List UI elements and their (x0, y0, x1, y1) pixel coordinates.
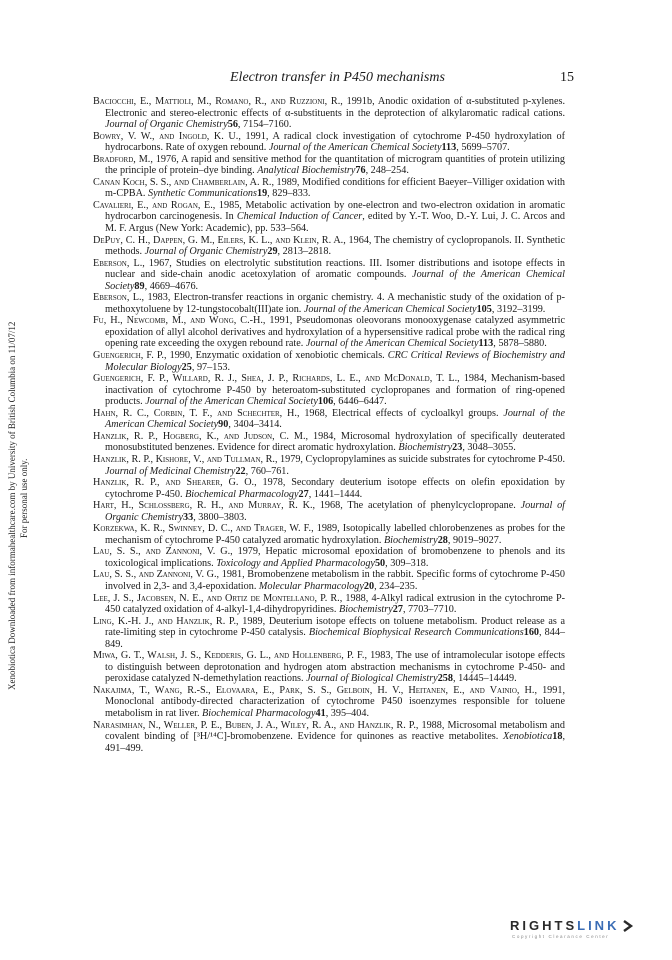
reference-authors: Guengerich, F. P. (93, 350, 164, 362)
reference-volume: 28 (437, 534, 448, 546)
reference-source: Journal of the American Chemical Society (268, 142, 442, 154)
reference-text: , 1983, Electron-transfer reactions in organic chemistry. 4. A mechanistic study of the oxidation of p-methoxytoluene by 12-tungstocobalt(III)ate ion. (105, 292, 565, 315)
reference-text: , 1989, Modified conditions for efficient Baeyer–Villiger oxidation with m-CPBA. (105, 176, 565, 200)
reference-source: Chemical Induction of Cancer (236, 211, 363, 223)
logo-subtext: Copyright Clearance Center (512, 934, 610, 939)
reference-text: , 1967, Studies on electrolytic substitution reactions. III. Isomer distributions and isotope effects in nuclear and side-chain anodic acetoxylation of aromatic compounds. (105, 257, 565, 281)
reference-entry (93, 177, 565, 200)
reference-entry (93, 200, 565, 235)
reference-authors: Hanzlik, R. P., Kishore, V., and Tullman, R. (93, 453, 275, 465)
reference-pages: , 5699–5707. (456, 142, 510, 154)
reference-text: , 1988, Microsomal metabolism and covalent binding of [³H/¹⁴C]-bromobenzene. Evidence for quinones as reactive metabolites. (105, 719, 565, 743)
reference-authors: Ling, K.-H. J., and Hanzlik, R. P. (93, 615, 237, 627)
reference-volume: 27 (298, 488, 309, 500)
reference-text: , 1988, 4-Alkyl radical extrusion in the cytochrome P-450 catalyzed oxidation of 4-alkyl-1,4-dihydropyridines. (105, 592, 566, 616)
reference-volume: 160 (523, 627, 539, 639)
reference-volume: 113 (478, 338, 494, 350)
reference-source: Toxicology and Applied Pharmacology (216, 557, 375, 569)
download-notice-line2: For personal use only. (19, 458, 29, 538)
reference-entry (93, 616, 565, 651)
reference-pages: , 3192–3199. (491, 303, 546, 315)
reference-entry (93, 593, 565, 616)
reference-source: Journal of Biological Chemistry (306, 673, 438, 685)
reference-volume: 105 (476, 303, 492, 315)
running-title: Electron transfer in P450 mechanisms (230, 70, 445, 85)
reference-pages: , 844–849. (105, 627, 566, 650)
reference-volume: 113 (441, 142, 457, 154)
reference-text: , 1983, The use of intramolecular isotope effects to distinguish between deprotonation and hydrogen atom abstraction mechanisms in cytochrome P-450- and peroxidase catalyzed N-demethylation reactions. (105, 650, 566, 685)
reference-entry (93, 477, 565, 500)
reference-text: , 1964, The chemistry of cyclopropanols. II. Synthetic methods. (105, 234, 565, 258)
page-number: 15 (560, 70, 574, 85)
reference-authors: Miwa, G. T., Walsh, J. S., Kedderis, G. L., and Hollenberg, P. F. (93, 650, 365, 662)
reference-source: Journal of the American Chemical Society (303, 303, 477, 315)
reference-pages: , 1441–1444. (308, 488, 363, 500)
reference-entry (93, 154, 565, 177)
reference-authors: Hanzlik, R. P., Hogberg, K., and Judson, C. M. (93, 430, 306, 442)
reference-volume: 90 (218, 419, 229, 431)
reference-pages: , 760–761. (245, 465, 289, 477)
reference-source: Analytical Biochemistry (257, 165, 356, 177)
reference-source: Synthetic Communications (148, 188, 257, 200)
reference-pages: , 395–404. (325, 707, 369, 719)
reference-authors: Lau, S. S., and Zannoni, V. G. (93, 569, 217, 581)
reference-pages: , 491–499. (105, 731, 565, 754)
reference-entry (93, 569, 565, 592)
reference-text: , 1981, Bromobenzene metabolism in the rabbit. Specific forms of cytochrome P-450 involved in 2,3- and 3,4-epoxidation. (105, 569, 565, 592)
reference-pages: , 3404–3414. (228, 419, 282, 431)
reference-pages: , edited by Y.-T. Woo, D.-Y. Lui, J. C. Arcos and M. F. Argus (New York: Academic), pp. 533–564. (105, 211, 565, 235)
reference-authors: Lau, S. S., and Zannoni, V. G. (93, 546, 231, 558)
reference-entry (93, 292, 565, 315)
reference-entry (93, 350, 565, 373)
reference-source: Xenobiotica (503, 731, 553, 743)
reference-source: Journal of Organic Chemistry (105, 119, 228, 131)
reference-text: , 1984, Microsomal hydroxylation of specifically deuterated monosubstituted benzenes. Evidence for direct aromatic hydroxylation. (105, 430, 566, 454)
logo-text-link: LINK (577, 918, 620, 933)
reference-volume: 23 (452, 442, 463, 454)
reference-list (93, 96, 565, 754)
reference-authors: Nakajima, T., Wang, R.-S., Elovaara, E., Park, S. S., Gelboin, H. V., Heitanen, E., and Vainio, H. (93, 684, 535, 696)
reference-entry (93, 454, 565, 477)
reference-volume: 258 (437, 673, 453, 685)
reference-volume: 50 (374, 557, 386, 569)
reference-entry (93, 500, 565, 523)
reference-volume: 25 (181, 361, 192, 373)
reference-entry (93, 720, 565, 755)
reference-text: , 1990, Enzymatic oxidation of xenobiotic chemicals. (163, 350, 388, 362)
reference-source: CRC Critical Reviews of Biochemistry and Molecular Biology (105, 350, 565, 373)
reference-entry (93, 546, 565, 569)
reference-pages: , 3048–3055. (462, 442, 516, 454)
reference-source: Biochemical Pharmacology (185, 488, 299, 500)
reference-pages: , 9019–9027. (447, 534, 502, 546)
reference-authors: DePuy, C. H., Dappen, G. M., Eilers, K. L., and Klein, R. A. (93, 234, 344, 246)
reference-source: Biochemistry (383, 534, 438, 546)
reference-volume: 89 (134, 280, 145, 292)
reference-entry (93, 96, 565, 131)
reference-source: Journal of Organic Chemistry (105, 500, 565, 523)
reference-entry (93, 650, 565, 685)
reference-authors: Bowry, V. W., and Ingold, K. U. (93, 130, 239, 142)
reference-source: Journal of the American Chemical Society (305, 338, 479, 350)
reference-pages: , 97–153. (191, 361, 231, 373)
reference-volume: 19 (256, 188, 268, 200)
reference-volume: 106 (317, 396, 334, 408)
reference-authors: Hanzlik, R. P., and Shearer, G. O. (93, 477, 255, 489)
reference-pages: , 6446–6447. (333, 396, 387, 408)
reference-volume: 33 (183, 511, 194, 523)
reference-authors: Canan Koch, S. S., and Chamberlain, A. R. (93, 176, 272, 188)
reference-entry (93, 131, 565, 154)
reference-text: , 1991, A radical clock investigation of cytochrome P-450 hydroxylation of hydrocarbons. Rate of oxygen rebound. (105, 130, 565, 154)
reference-text: , 1968, The acetylation of phenylcyclopropane. (312, 500, 521, 512)
reference-text: , 1968, Electrical effects of cycloalkyl groups. (296, 407, 504, 419)
reference-source: Biochemical Pharmacology (202, 707, 316, 719)
reference-volume: 27 (392, 604, 403, 616)
reference-text: , 1991, Pseudomonas oleovorans monooxygenase catalyzed asymmetric epoxidation of allyl alcohol derivatives and hydroxylation of a hypersensitive radical probe with the radical ring opening rate exceeding the oxygen rebound rate. (105, 315, 565, 350)
reference-source: Biochemistry (398, 442, 453, 454)
reference-entry (93, 258, 565, 293)
reference-text: , 1976, A rapid and sensitive method for the quantitation of microgram quantities of protein utilizing the principle of protein–dye binding. (105, 153, 565, 177)
reference-pages: , 7154–7160. (237, 119, 292, 131)
reference-text: , 1989, Isotopically labelled chlorobenzenes as probes for the mechanism of cytochrome P-450 catalyzed aromatic hydroxylation. (105, 523, 566, 546)
reference-pages: , 234–235. (374, 580, 418, 592)
reference-authors: Fu, H., Newcomb, M., and Wong, C.-H. (93, 315, 263, 327)
reference-text: , 1984, Mechanism-based inactivation of cytochrome P-450 by heteroatom-substituted cyclopropanes and formation of ring-opened products. (105, 373, 566, 408)
reference-pages: , 309–318. (385, 557, 429, 569)
reference-pages: , 2813–2818. (277, 246, 332, 258)
reference-source: Biochemical Biophysical Research Communications (308, 627, 524, 639)
reference-entry (93, 235, 565, 258)
reference-pages: , 829–833. (267, 188, 311, 200)
reference-authors: Narasimhan, N., Weller, P. E., Buben, J. A., Wiley, R. A., and Hanzlik, R. P. (93, 719, 416, 731)
reference-authors: Baciocchi, E., Mattioli, M., Romano, R., and Ruzzioni, R. (93, 96, 341, 107)
reference-authors: Eberson, L. (93, 257, 143, 269)
reference-text: , 1991, Monoclonal antibody-directed characterization of cytochrome P450 isoenzymes responsible for toluene metabolism in rat liver. (105, 684, 566, 719)
reference-text: , 1978, Secondary deuterium isotope effects on olefin epoxidation by cytochrome P-450. (105, 477, 565, 500)
reference-entry (93, 431, 565, 454)
reference-volume: 56 (227, 119, 238, 131)
reference-pages: , 248–254. (365, 165, 409, 177)
logo-text (510, 918, 619, 933)
reference-pages: , 5878–5880. (493, 338, 547, 350)
reference-source: Journal of the American Chemical Society (105, 269, 565, 292)
reference-pages: , 14445–14449. (452, 673, 517, 685)
reference-source: Molecular Pharmacology (258, 580, 364, 592)
reference-authors: Eberson, L. (93, 292, 142, 304)
reference-volume: 20 (363, 580, 375, 592)
reference-volume: 41 (315, 707, 326, 719)
reference-source: Biochemistry (338, 604, 393, 616)
reference-pages: , 3800–3803. (193, 511, 247, 523)
reference-entry (93, 373, 565, 408)
reference-pages: , 7703–7710. (402, 604, 457, 616)
reference-text: , 1989, Deuterium isotope effects on toluene metabolism. Product release as a rate-limiting step in cytochrome P-450 catalysis. (105, 615, 565, 639)
rightslink-arrow-icon (621, 919, 635, 933)
reference-text: , 1979, Cyclopropylamines as suicide substrates for cytochrome P-450. (274, 453, 565, 465)
reference-authors: Lee, J. S., Jacobsen, N. E., and Ortiz de Montellano, P. R. (93, 592, 340, 604)
reference-volume: 76 (355, 165, 366, 177)
reference-entry (93, 408, 565, 431)
reference-source: Journal of Organic Chemistry (144, 246, 268, 258)
reference-source: Journal of the American Chemical Society (105, 407, 566, 431)
reference-entry (93, 685, 565, 720)
reference-source: Journal of the American Chemical Society (145, 396, 318, 408)
download-notice-line1: Xenobiotica Downloaded from informahealthcare.com by University of British Columbia on 11/07/12 (7, 321, 17, 690)
reference-volume: 18 (552, 731, 563, 743)
reference-authors: Cavalieri, E., and Rogan, E. (93, 199, 213, 211)
reference-text: , 1979, Hepatic microsomal epoxidation of bromobenzene to phenols and its toxicological implications. (105, 546, 565, 569)
reference-text: , 1985, Metabolic activation by one-electron and two-electron oxidation in aromatic hydrocarbon carcinogenesis. In (105, 199, 565, 223)
reference-source: Journal of Medicinal Chemistry (105, 465, 236, 477)
reference-text: , 1991b, Anodic oxidation of α-substituted p-xylenes. Electronic and stereo-electronic effects of α-substituents in the deprotection of alkylaromatic radical cations. (105, 96, 565, 119)
reference-authors: Hahn, R. C., Corbin, T. F., and Schechter, H. (93, 407, 297, 419)
reference-authors: Guengerich, F. P., Willard, R. J., Shea, J. P., Richards, L. E., and McDonald, T. L. (93, 373, 458, 385)
reference-authors: Korzekwa, K. R., Swinney, D. C., and Trager, W. F. (93, 523, 312, 535)
logo-text-rights: RIGHTS (510, 918, 578, 933)
reference-authors: Hart, H., Schlossberg, R. H., and Murray, R. K. (93, 500, 313, 512)
reference-volume: 22 (235, 465, 246, 477)
reference-authors: Bradford, M. (93, 153, 151, 165)
reference-entry (93, 315, 565, 350)
rightslink-logo[interactable] (510, 918, 635, 939)
reference-entry (93, 523, 565, 546)
reference-volume: 29 (267, 246, 278, 258)
reference-pages: , 4669–4676. (144, 280, 199, 292)
